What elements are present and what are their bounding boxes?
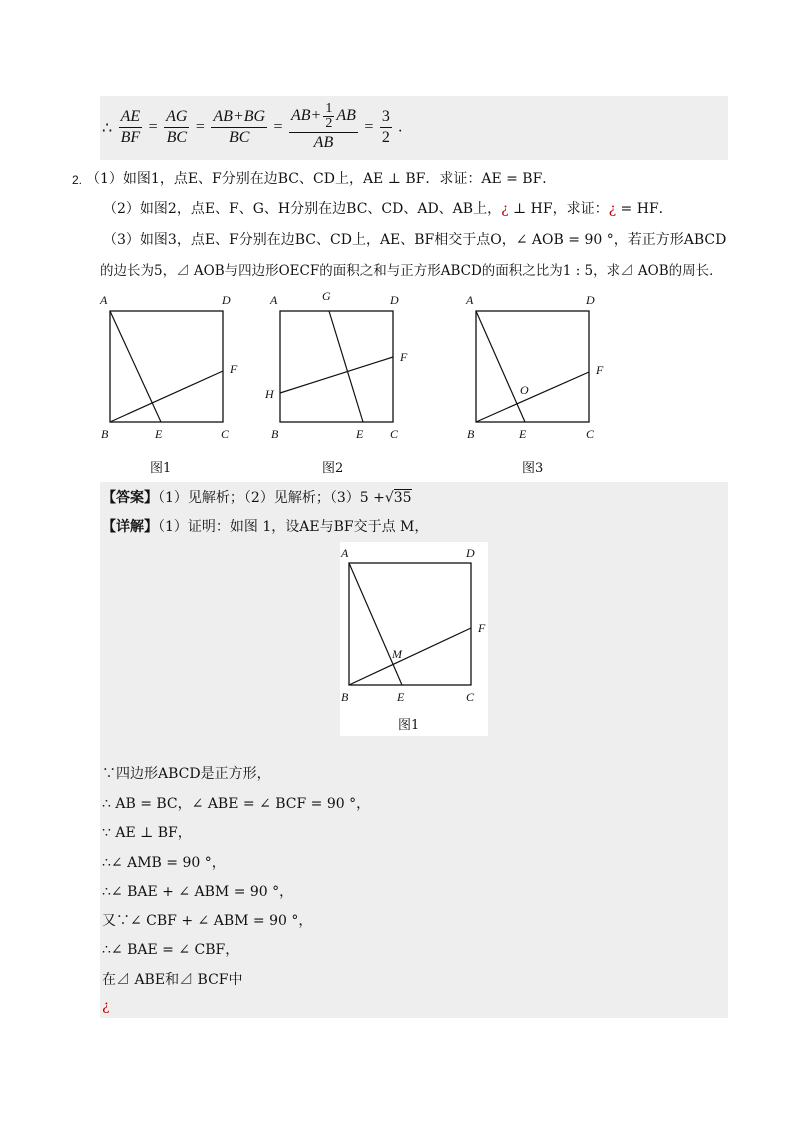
fraction-ag-bc: $\frac{AG}{BC}$ bbox=[166, 108, 188, 146]
missing-symbol: ¿ bbox=[608, 201, 617, 217]
label-a: A bbox=[466, 293, 474, 307]
label-c: C bbox=[390, 427, 399, 441]
fraction-compound: AB+ $\frac{1}{2}$ AB AB bbox=[291, 101, 356, 151]
label-f: F bbox=[478, 621, 486, 635]
label-o: O bbox=[520, 383, 529, 397]
label-a: A bbox=[270, 293, 278, 307]
proof-step-7: ∴∠ BAE = ∠ CBF， bbox=[102, 942, 240, 958]
figure-2-diagram bbox=[262, 288, 422, 448]
problem-part3-line2: 的边长为5，⊿ AOB与四边形OECF的面积之和与正方形ABCD的面积之比为1 : 5，求⊿ AOB的周长． bbox=[100, 263, 723, 279]
previous-solution-block bbox=[100, 96, 728, 160]
label-b: B bbox=[101, 427, 109, 441]
label-d: D bbox=[466, 546, 475, 560]
detail-figure-panel bbox=[340, 542, 488, 736]
detail-figure-caption: 图1 bbox=[398, 718, 420, 733]
detail-label: 【详解】 bbox=[102, 519, 158, 535]
problem-part2: （2）如图2，点E、F、G、H分别在边BC、CD、AD、AB上，¿ ⊥ HF，求证：¿ = HF． bbox=[103, 201, 673, 217]
label-h: H bbox=[265, 387, 274, 401]
proof-step-missing: ¿ bbox=[102, 998, 110, 1014]
label-d: D bbox=[390, 293, 399, 307]
label-e: E bbox=[519, 427, 527, 441]
label-m: M bbox=[392, 647, 402, 661]
detail-intro-line: 【详解】（1）证明：如图 1，设AE与BF交于点 M， bbox=[102, 519, 429, 535]
label-d: D bbox=[586, 293, 595, 307]
therefore-symbol: ∴ bbox=[102, 118, 113, 137]
answer-line: 【答案】（1）见解析；（2）见解析；（3）5 +√35 bbox=[102, 490, 412, 506]
fraction-ae-bf: $\frac{AE}{BF}$ bbox=[120, 108, 141, 146]
fraction-abbg-bc: $\frac{AB+BG}{BC}$ bbox=[213, 108, 266, 146]
proof-step-8: 在⊿ ABE和⊿ BCF中 bbox=[102, 972, 243, 988]
solution-block bbox=[100, 482, 728, 1018]
proof-step-2: ∴ AB = BC，∠ ABE = ∠ BCF = 90 °， bbox=[102, 796, 371, 812]
proof-step-6: 又∵∠ CBF + ∠ ABM = 90 °， bbox=[102, 913, 313, 929]
label-f: F bbox=[596, 363, 604, 377]
label-a: A bbox=[100, 293, 108, 307]
label-c: C bbox=[466, 690, 475, 704]
label-a: A bbox=[341, 546, 349, 560]
detail-figure-diagram bbox=[340, 542, 488, 712]
problem-part1: （1）如图1，点E、F分别在边BC、CD上，AE ⊥ BF．求证：AE = BF． bbox=[86, 171, 557, 187]
figure-2-caption: 图2 bbox=[322, 461, 344, 476]
sqrt-symbol: √ bbox=[384, 490, 394, 506]
fraction-three-halves: $\frac{3}{2}$ bbox=[381, 108, 390, 146]
label-c: C bbox=[221, 427, 230, 441]
proof-step-1: ∵四边形ABCD是正方形， bbox=[102, 766, 271, 782]
proof-step-3: ∵ AE ⊥ BF， bbox=[102, 825, 192, 841]
proof-step-4: ∴∠ AMB = 90 °， bbox=[102, 855, 226, 871]
figure-3-diagram bbox=[462, 288, 622, 448]
label-g: G bbox=[322, 289, 331, 303]
figure-1-diagram bbox=[96, 288, 256, 448]
label-f: F bbox=[230, 362, 238, 376]
label-b: B bbox=[467, 427, 475, 441]
label-d: D bbox=[222, 293, 231, 307]
label-b: B bbox=[341, 690, 349, 704]
fraction-chain: ∴ $\frac{AE}{BF}$ = $\frac{AG}{BC}$ = $\frac{AB+BG}{BC}$ = AB+ $\frac{1}{2}$ AB AB = $\frac{3}{2}$ . bbox=[102, 101, 403, 151]
problem-number: 2. bbox=[72, 173, 83, 187]
figure-3-caption: 图3 bbox=[522, 461, 544, 476]
missing-symbol: ¿ bbox=[501, 201, 509, 217]
label-b: B bbox=[271, 427, 279, 441]
label-e: E bbox=[155, 427, 163, 441]
proof-step-5: ∴∠ BAE + ∠ ABM = 90 °， bbox=[102, 884, 294, 900]
label-e: E bbox=[356, 427, 364, 441]
label-e: E bbox=[397, 690, 405, 704]
problem-part3-line1: （3）如图3，点E、F分别在边BC、CD上，AE、BF相交于点O，∠ AOB = 90 °，若正方形ABCD bbox=[103, 232, 727, 248]
answer-label: 【答案】 bbox=[102, 490, 158, 506]
label-f: F bbox=[400, 350, 408, 364]
figure-1-caption: 图1 bbox=[150, 461, 172, 476]
label-c: C bbox=[586, 427, 595, 441]
